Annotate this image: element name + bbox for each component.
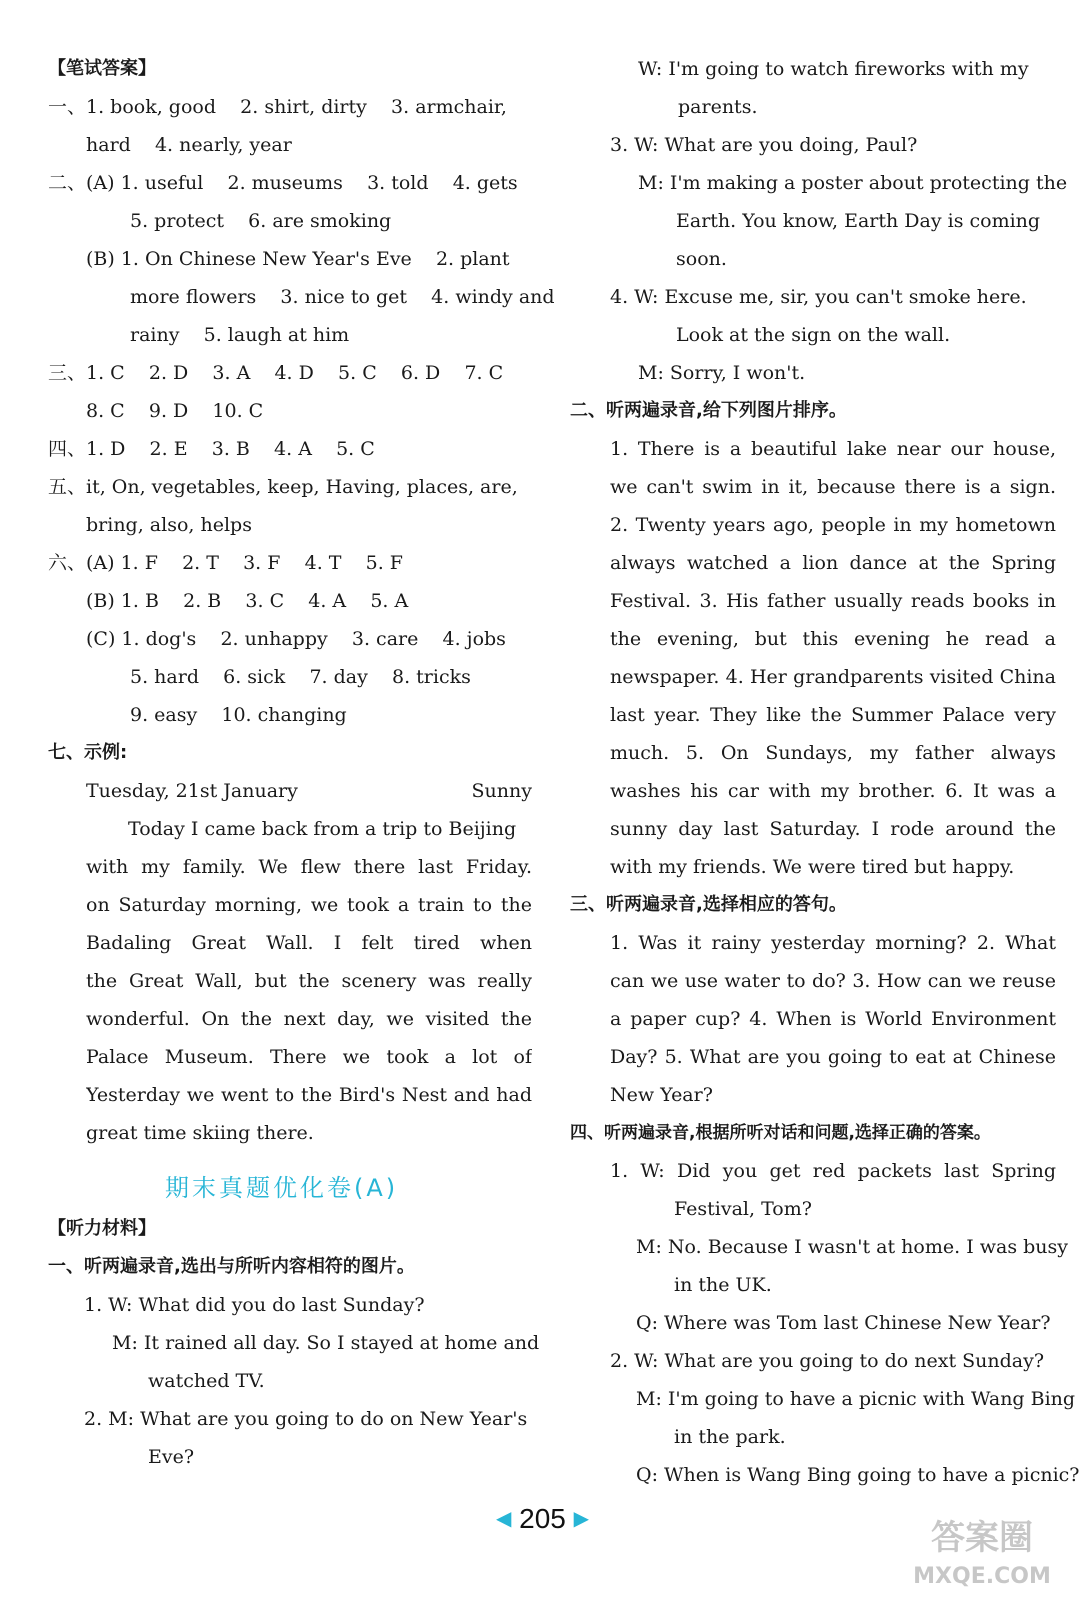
dialogue-line: Eve?	[148, 1446, 195, 1468]
dialogue-line: M: I'm making a poster about protecting the	[638, 172, 1068, 194]
question-line: Day? 5. What are you going to eat at Chinese	[610, 1046, 1056, 1068]
sentence-line: newspaper. 4. Her grandparents visited China	[610, 666, 1056, 688]
dialogue-line: Look at the sign on the wall.	[676, 324, 951, 346]
question-line: 1. Was it rainy yesterday morning? 2. What	[610, 932, 1056, 954]
question-line: a paper cup? 4. When is World Environment	[610, 1008, 1056, 1030]
sentence-line: last year. They like the Summer Palace very	[610, 704, 1056, 726]
exam-title: 期末真题优化卷(A)	[165, 1174, 399, 1202]
sentence-line: we can't swim in it, because there is a sign.	[610, 476, 1056, 498]
answer-line: bring, also, helps	[86, 514, 252, 536]
answer-line: 一、1. book, good 2. shirt, dirty 3. armchair,	[48, 96, 507, 118]
dialogue-line: M: I'm going to have a picnic with Wang Bing	[636, 1388, 1076, 1410]
watermark-bottom: MXQE.COM	[913, 1564, 1051, 1589]
answer-line: (C) 1. dog's 2. unhappy 3. care 4. jobs	[86, 628, 506, 650]
sentence-line: 2. Twenty years ago, people in my hometown	[610, 514, 1056, 536]
left-arrow-icon: ◀	[495, 1508, 512, 1530]
diary-line: Badaling Great Wall. I felt tired when	[86, 932, 532, 954]
diary-weather: Sunny	[471, 780, 532, 802]
dialogue-line: watched TV.	[148, 1370, 265, 1392]
answer-line: (B) 1. B 2. B 3. C 4. A 5. A	[86, 590, 409, 612]
diary-line: on Saturday morning, we took a train to the	[86, 894, 532, 916]
answer-line: 9. easy 10. changing	[130, 704, 347, 726]
answer-line: more flowers 3. nice to get 4. windy and	[130, 286, 555, 308]
dialogue-line: parents.	[678, 96, 758, 118]
dialogue-line: Q: When is Wang Bing going to have a picnic?	[636, 1464, 1080, 1486]
dialogue-line: W: I'm going to watch fireworks with my	[638, 58, 1029, 80]
answer-line: 四、1. D 2. E 3. B 4. A 5. C	[48, 438, 375, 460]
dialogue-line: Q: Where was Tom last Chinese New Year?	[636, 1312, 1051, 1334]
watermark-logo	[897, 1511, 1067, 1591]
watermark-top: 答案圈	[931, 1518, 1033, 1558]
dialogue-line: M: No. Because I wasn't at home. I was busy	[636, 1236, 1068, 1258]
answer-line: 六、(A) 1. F 2. T 3. F 4. T 5. F	[48, 552, 403, 574]
sample-label: 七、示例:	[48, 742, 128, 763]
diary-line: great time skiing there.	[86, 1122, 314, 1144]
listening-part-title: 四、听两遍录音,根据所听对话和问题,选择正确的答案。	[570, 1123, 991, 1143]
dialogue-line: M: It rained all day. So I stayed at home and	[112, 1332, 540, 1354]
page-number-value: 205	[519, 1503, 566, 1534]
question-line: New Year?	[610, 1084, 713, 1106]
sentence-line: much. 5. On Sundays, my father always	[610, 742, 1056, 764]
dialogue-line: M: Sorry, I won't.	[638, 362, 806, 384]
listening-part-title: 三、听两遍录音,选择相应的答句。	[570, 894, 847, 915]
sentence-line: 1. There is a beautiful lake near our house,	[610, 438, 1056, 460]
right-arrow-icon: ▶	[573, 1508, 590, 1530]
answer-line: (B) 1. On Chinese New Year's Eve 2. plant	[86, 248, 510, 270]
diary-line: Today I came back from a trip to Beijing	[128, 818, 517, 840]
answer-line: rainy 5. laugh at him	[130, 324, 350, 346]
diary-date: Tuesday, 21st January	[86, 780, 298, 802]
answer-line: 二、(A) 1. useful 2. museums 3. told 4. gets	[48, 172, 518, 194]
question-line: can we use water to do? 3. How can we reuse	[610, 970, 1056, 992]
section-listening-materials: 【听力材料】	[48, 1218, 156, 1239]
sentence-line: Festival. 3. His father usually reads books in	[610, 590, 1056, 612]
answer-line: 5. protect 6. are smoking	[130, 210, 392, 232]
answer-line: 三、1. C 2. D 3. A 4. D 5. C 6. D 7. C	[48, 362, 504, 384]
dialogue-line: 2. W: What are you going to do next Sunday?	[610, 1350, 1045, 1372]
dialogue-line: 1. W: What did you do last Sunday?	[84, 1294, 425, 1316]
listening-part-title: 二、听两遍录音,给下列图片排序。	[570, 400, 847, 421]
diary-line: Palace Museum. There we took a lot of	[86, 1046, 532, 1068]
sentence-line: washes his car with my brother. 6. It was a	[610, 780, 1056, 802]
answer-line: 五、it, On, vegetables, keep, Having, places, are,	[48, 476, 518, 498]
diary-line: the Great Wall, but the scenery was really	[86, 970, 532, 992]
sentence-line: sunny day last Saturday. I rode around the	[610, 818, 1056, 840]
dialogue-line: in the UK.	[674, 1274, 772, 1296]
dialogue-line: soon.	[676, 248, 727, 270]
listening-part-title: 一、听两遍录音,选出与所听内容相符的图片。	[48, 1256, 415, 1277]
sentence-line: the evening, but this evening he read a	[610, 628, 1056, 650]
section-written-answers: 【笔试答案】	[48, 58, 156, 79]
answer-line: 5. hard 6. sick 7. day 8. tricks	[130, 666, 471, 688]
sentence-line: always watched a lion dance at the Spring	[610, 552, 1056, 574]
sentence-line: with my friends. We were tired but happy.	[610, 856, 1015, 878]
diary-line: wonderful. On the next day, we visited the	[86, 1008, 532, 1030]
answer-line: hard 4. nearly, year	[86, 134, 292, 156]
dialogue-line: 3. W: What are you doing, Paul?	[610, 134, 918, 156]
answer-line: 8. C 9. D 10. C	[86, 400, 264, 422]
dialogue-line: in the park.	[674, 1426, 786, 1448]
dialogue-line: 2. M: What are you going to do on New Year's	[84, 1408, 528, 1430]
dialogue-line: Earth. You know, Earth Day is coming	[676, 210, 1041, 232]
diary-line: Yesterday we went to the Bird's Nest and had	[86, 1084, 532, 1106]
dialogue-line: 4. W: Excuse me, sir, you can't smoke here.	[610, 286, 1027, 308]
dialogue-line: 1. W: Did you get red packets last Spring	[610, 1160, 1056, 1182]
dialogue-line: Festival, Tom?	[674, 1198, 812, 1220]
diary-line: with my family. We flew there last Friday.	[86, 856, 532, 878]
